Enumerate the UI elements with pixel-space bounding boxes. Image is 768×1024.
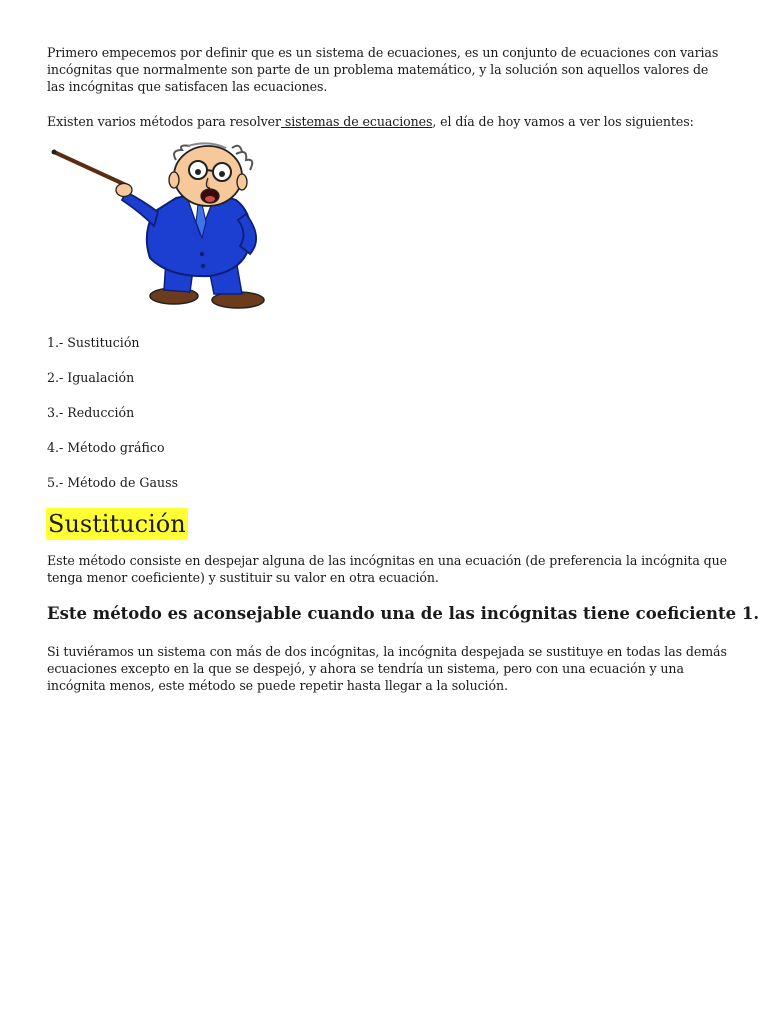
intro-paragraph: Primero empecemos por definir que es un sistema de ecuaciones, es un conjunto de ecuaciones con varias incógnitas que normalmente son parte de un problema matemático, y la solución son aquellos valores de las incógnitas que satisfacen las ecuaciones.	[47, 45, 719, 94]
list-item: 2.- Igualación	[47, 370, 135, 385]
list-item: 3.- Reducción	[47, 405, 135, 420]
methods-intro-text: Existen varios métodos para resolver	[47, 114, 281, 129]
section-heading: Sustitución	[48, 510, 186, 538]
methods-intro-paragraph	[47, 113, 727, 130]
methods-intro-suffix: , el día de hoy vamos a ver los siguientes:	[432, 114, 694, 129]
teacher-with-pointer-illustration	[50, 142, 270, 314]
list-item: 4.- Método gráfico	[47, 440, 165, 455]
sistemas-de-ecuaciones-link[interactable]: sistemas de ecuaciones	[280, 114, 433, 129]
bold-note: Este método es aconsejable cuando una de las incógnitas tiene coeficiente 1.	[47, 604, 760, 623]
list-item: 1.- Sustitución	[47, 335, 140, 350]
section-paragraph: Este método consiste en despejar alguna de las incógnitas en una ecuación (de preferencia la incógnita que tenga menor coeficiente) y sustituir su valor en otra ecuación.	[47, 553, 728, 585]
list-item: 5.- Método de Gauss	[47, 475, 179, 490]
closing-paragraph: Si tuviéramos un sistema con más de dos incógnitas, la incógnita despejada se sustituye en todas las demás ecuaciones excepto en la que se despejó, y ahora se tendría un sistema, pero con una ecuación y una incógnita menos, este método se puede repetir hasta llegar a la solución.	[47, 644, 727, 693]
